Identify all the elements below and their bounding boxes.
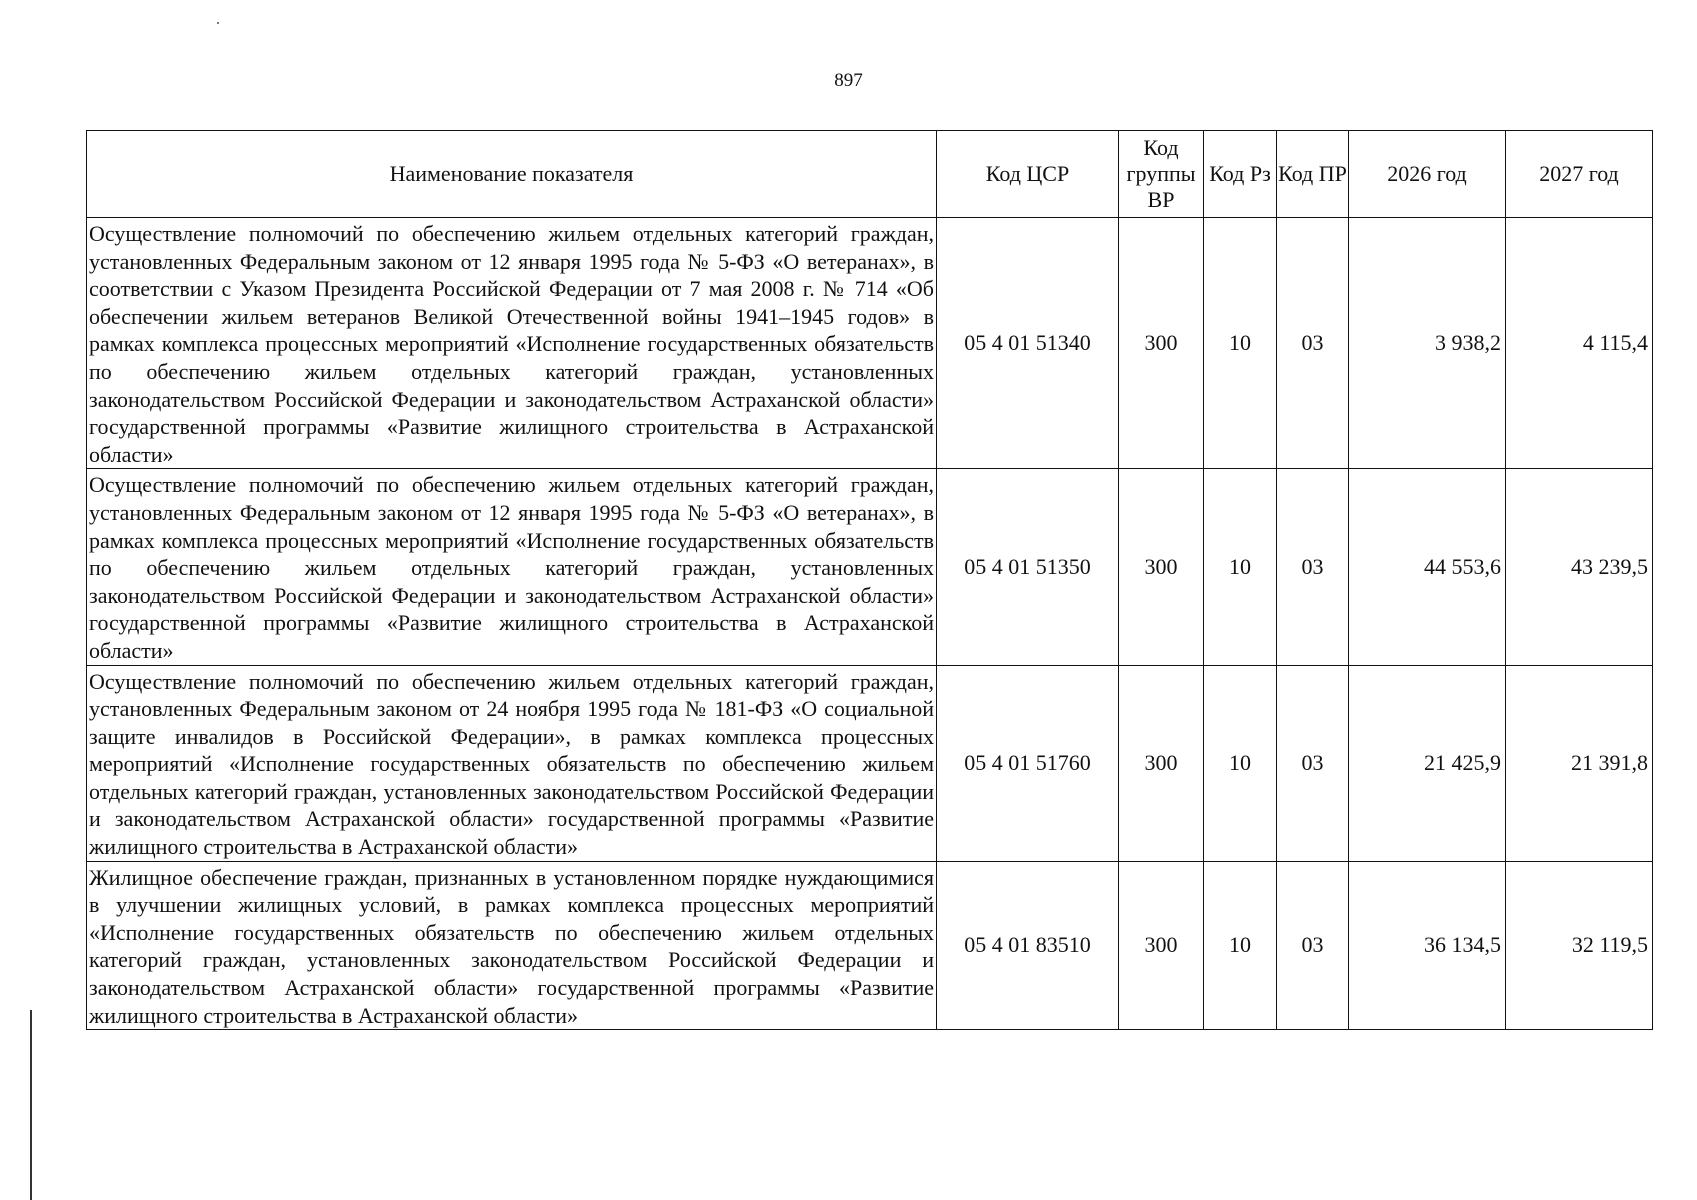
table-row (87, 861, 1653, 1030)
row-pr-code: 03 (1277, 218, 1349, 469)
row-name: Осуществление полномочий по обеспечению жильем отдельных категорий граждан, установленных Федеральным законом от 24 ноября 1995 года № 181-ФЗ «О социальной защите инвалидов в Российской Федерации», в рамках комплекса процессных мероприятий «Исполнение государственных обязательств по обеспечению жильем отдельных категорий граждан, установленных законодательством Российской Федерации и законодательством Астраханской области» государственной программы «Развитие жилищного строительства в Астраханской области» (87, 665, 937, 861)
table-row (87, 218, 1653, 469)
scan-edge-line (30, 1010, 32, 1200)
row-rz-code: 10 (1204, 861, 1277, 1030)
page-number: 897 (834, 70, 863, 91)
row-value-2027: 4 115,4 (1506, 218, 1653, 469)
header-vr-code: Код группы ВР (1119, 131, 1204, 218)
row-pr-code: 03 (1277, 665, 1349, 861)
header-year-2026: 2026 год (1349, 131, 1506, 218)
row-vr-code: 300 (1119, 218, 1204, 469)
table-row (87, 469, 1653, 665)
row-vr-code: 300 (1119, 861, 1204, 1030)
row-value-2027: 43 239,5 (1506, 469, 1653, 665)
header-pr-code: Код ПР (1277, 131, 1349, 218)
table-row (87, 665, 1653, 861)
budget-table (86, 130, 1653, 1030)
header-rz-code: Код Рз (1204, 131, 1277, 218)
row-value-2026: 36 134,5 (1349, 861, 1506, 1030)
row-rz-code: 10 (1204, 218, 1277, 469)
row-pr-code: 03 (1277, 861, 1349, 1030)
row-csr-code: 05 4 01 51760 (937, 665, 1119, 861)
row-value-2027: 21 391,8 (1506, 665, 1653, 861)
row-value-2027: 32 119,5 (1506, 861, 1653, 1030)
row-pr-code: 03 (1277, 469, 1349, 665)
row-csr-code: 05 4 01 51340 (937, 218, 1119, 469)
scan-artifact-dot (217, 22, 219, 24)
row-rz-code: 10 (1204, 469, 1277, 665)
row-vr-code: 300 (1119, 665, 1204, 861)
row-csr-code: 05 4 01 83510 (937, 861, 1119, 1030)
row-value-2026: 21 425,9 (1349, 665, 1506, 861)
header-csr-code: Код ЦСР (937, 131, 1119, 218)
header-year-2027: 2027 год (1506, 131, 1653, 218)
row-value-2026: 3 938,2 (1349, 218, 1506, 469)
row-csr-code: 05 4 01 51350 (937, 469, 1119, 665)
table-header-row (87, 131, 1653, 218)
row-name: Осуществление полномочий по обеспечению жильем отдельных категорий граждан, установленных Федеральным законом от 12 января 1995 года № 5-ФЗ «О ветеранах», в соответствии с Указом Президента Российской Федерации от 7 мая 2008 г. № 714 «Об обеспечении жильем ветеранов Великой Отечественной войны 1941–1945 годов» в рамках комплекса процессных мероприятий «Исполнение государственных обязательств по обеспечению жильем отдельных категорий граждан, установленных законодательством Российской Федерации и законодательством Астраханской области» государственной программы «Развитие жилищного строительства в Астраханской области» (87, 218, 937, 469)
header-name: Наименование показателя (87, 131, 937, 218)
row-name: Осуществление полномочий по обеспечению жильем отдельных категорий граждан, установленных Федеральным законом от 12 января 1995 года № 5-ФЗ «О ветеранах», в рамках комплекса процессных мероприятий «Исполнение государственных обязательств по обеспечению жильем отдельных категорий граждан, установленных законодательством Российской Федерации и законодательством Астраханской области» государственной программы «Развитие жилищного строительства в Астраханской области» (87, 469, 937, 665)
row-vr-code: 300 (1119, 469, 1204, 665)
row-name: Жилищное обеспечение граждан, признанных в установленном порядке нуждающимися в улучшении жилищных условий, в рамках комплекса процессных мероприятий «Исполнение государственных обязательств по обеспечению жильем отдельных категорий граждан, установленных законодательством Российской Федерации и законодательством Астраханской области» государственной программы «Развитие жилищного строительства в Астраханской области» (87, 861, 937, 1030)
row-rz-code: 10 (1204, 665, 1277, 861)
row-value-2026: 44 553,6 (1349, 469, 1506, 665)
